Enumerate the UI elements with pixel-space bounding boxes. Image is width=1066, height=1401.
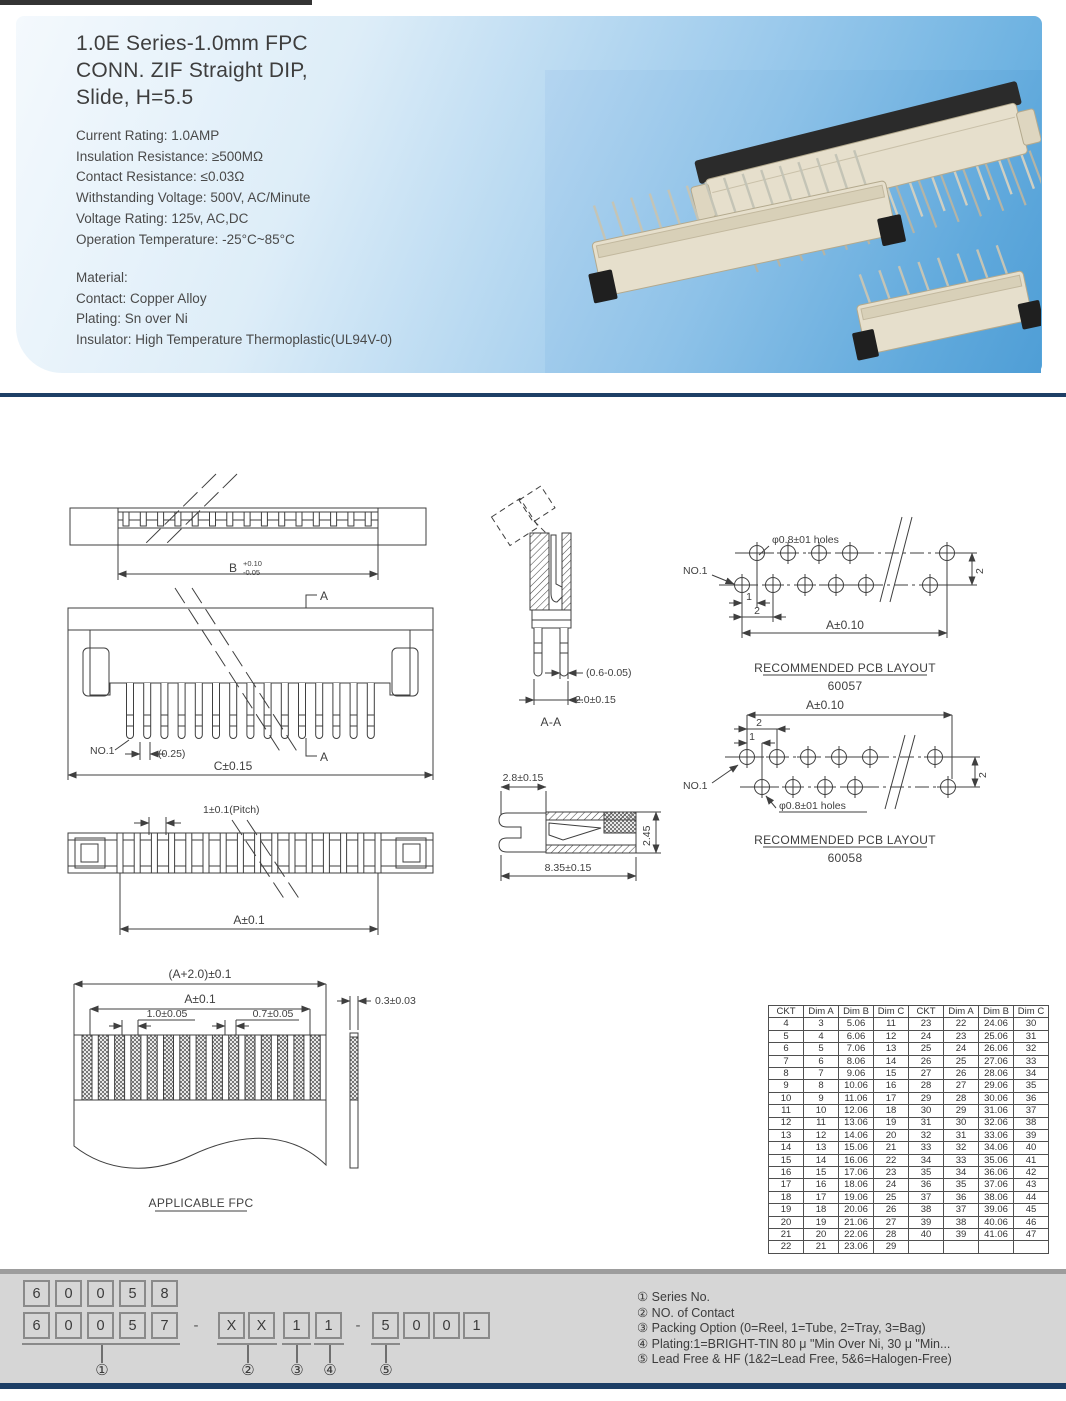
table-cell: 31	[909, 1117, 944, 1129]
pn-digit-box: 1	[283, 1312, 310, 1339]
pcb-caption: RECOMMENDED PCB LAYOUT	[754, 661, 936, 675]
pn-circle-label: ⑤	[379, 1362, 393, 1379]
table-cell: 27	[909, 1067, 944, 1079]
dim-a-label: A±0.10	[806, 698, 844, 712]
table-row	[769, 1216, 1049, 1228]
table-cell: 14.06	[839, 1129, 874, 1141]
title-line: 1.0E Series-1.0mm FPC	[76, 32, 308, 55]
table-cell: 36	[1014, 1092, 1049, 1104]
table-cell: 16	[874, 1080, 909, 1092]
table-cell: 36.06	[979, 1167, 1014, 1179]
table-cell: 24	[944, 1043, 979, 1055]
pcb-caption: RECOMMENDED PCB LAYOUT	[754, 833, 936, 847]
table-cell: 12	[874, 1030, 909, 1042]
dim-a-label: A±0.1	[184, 992, 216, 1006]
holes-label: φ0.8±01 holes	[772, 534, 839, 546]
table-cell: 5.06	[839, 1018, 874, 1030]
table-cell: 14	[874, 1055, 909, 1067]
table-cell: 12.06	[839, 1105, 874, 1117]
pn-digit-box: 1	[315, 1312, 342, 1339]
table-cell: 41.06	[979, 1229, 1014, 1241]
table-cell: 9	[804, 1092, 839, 1104]
dim-2-right-label: 2	[974, 568, 986, 574]
table-cell: 24	[874, 1179, 909, 1191]
table-cell: 27.06	[979, 1055, 1014, 1067]
table-cell: 28	[944, 1092, 979, 1104]
spec-line: Voltage Rating: 125v, AC,DC	[76, 210, 249, 226]
table-cell: 32	[909, 1129, 944, 1141]
front-view-outline	[68, 588, 433, 780]
table-cell: 3	[804, 1018, 839, 1030]
pn-digit-box: 5	[119, 1280, 146, 1307]
spec-line: Current Rating: 1.0AMP	[76, 128, 220, 143]
table-cell: 8.06	[839, 1055, 874, 1067]
table-row	[769, 1191, 1049, 1203]
pn-dash: -	[355, 1317, 361, 1334]
table-cell	[1014, 1241, 1049, 1253]
table-cell: 20	[874, 1129, 909, 1141]
table-row	[769, 1241, 1049, 1253]
table-cell: 37.06	[979, 1179, 1014, 1191]
table-cell: 13	[769, 1129, 804, 1141]
table-cell: 11	[804, 1117, 839, 1129]
table-cell: 21.06	[839, 1216, 874, 1228]
table-cell	[909, 1241, 944, 1253]
dim-a-label: A±0.1	[233, 913, 265, 927]
pn-digit-box: X	[218, 1312, 245, 1339]
table-cell: 31	[944, 1129, 979, 1141]
break-line	[885, 735, 915, 809]
table-cell: 33.06	[979, 1129, 1014, 1141]
table-cell: 38	[944, 1216, 979, 1228]
table-row	[769, 1092, 1049, 1104]
pn-digit-box: 0	[87, 1312, 114, 1339]
table-cell: 24.06	[979, 1018, 1014, 1030]
material-list	[76, 268, 392, 351]
table-cell: 16	[769, 1167, 804, 1179]
table-cell: 30.06	[979, 1092, 1014, 1104]
section-a-bottom-label: A	[320, 750, 329, 764]
no1-label: NO.1	[683, 565, 708, 577]
section-aa-drawing	[478, 483, 648, 745]
table-cell: 40.06	[979, 1216, 1014, 1228]
pn-digit-box: 6	[23, 1312, 50, 1339]
material-line: Contact: Copper Alloy	[76, 290, 207, 306]
spec-line: Insulation Resistance: ≥500MΩ	[76, 148, 264, 164]
table-cell: 30	[944, 1117, 979, 1129]
table-cell: 6	[769, 1043, 804, 1055]
table-cell: 39	[909, 1216, 944, 1228]
table-cell: 31	[1014, 1030, 1049, 1042]
pn-digit-box: 0	[55, 1280, 82, 1307]
spec-line: Contact Resistance: ≤0.03Ω	[76, 169, 245, 185]
table-header-cell: CKT	[909, 1006, 944, 1018]
table-cell: 38.06	[979, 1191, 1014, 1203]
table-cell: 18	[804, 1204, 839, 1216]
table-cell: 17	[769, 1179, 804, 1191]
table-header-cell: CKT	[769, 1006, 804, 1018]
spec-line: Withstanding Voltage: 500V, AC/Minute	[76, 190, 311, 206]
table-cell: 26	[909, 1055, 944, 1067]
table-cell: 25	[909, 1043, 944, 1055]
table-cell: 19	[874, 1117, 909, 1129]
table-cell: 42	[1014, 1167, 1049, 1179]
bottom-view-drawing	[63, 795, 438, 940]
table-cell: 37	[944, 1204, 979, 1216]
dim-1-label: 1	[746, 591, 752, 603]
table-cell: 36	[944, 1191, 979, 1203]
table-cell: 25	[874, 1191, 909, 1203]
pn-digit-box: 8	[151, 1280, 178, 1307]
table-cell: 27	[944, 1080, 979, 1092]
legend-item: ④ Plating:1=BRIGHT-TIN 80 μ "Min Over Ni, 30 μ "Min...	[637, 1336, 951, 1351]
table-cell: 31.06	[979, 1105, 1014, 1117]
table-header-row	[769, 1006, 1049, 1018]
table-cell: 12	[804, 1129, 839, 1141]
dim-a-label: A±0.10	[826, 618, 864, 632]
pcb-layout-60058	[655, 695, 1055, 880]
title-line: Slide, H=5.5	[76, 86, 194, 109]
dim-b-tol-minus: -0.05	[243, 568, 261, 577]
dim-03-label: 0.3±0.03	[375, 995, 416, 1007]
table-cell: 13	[804, 1142, 839, 1154]
page-title	[76, 30, 308, 111]
table-cell: 26	[874, 1204, 909, 1216]
table-cell: 29	[944, 1105, 979, 1117]
table-cell: 34	[909, 1154, 944, 1166]
applicable-fpc-drawing	[55, 960, 480, 1215]
table-cell: 10.06	[839, 1080, 874, 1092]
separator-line-top	[0, 393, 1066, 397]
dim-10-label: 1.0±0.05	[146, 1008, 188, 1020]
table-cell: 18.06	[839, 1179, 874, 1191]
dim-245-label: 2.45	[641, 825, 653, 846]
pn-digit-box: 0	[87, 1280, 114, 1307]
pn-digit-box: 0	[433, 1312, 460, 1339]
table-cell: 39.06	[979, 1204, 1014, 1216]
table-cell: 11	[769, 1105, 804, 1117]
table-cell: 23	[874, 1167, 909, 1179]
table-row	[769, 1067, 1049, 1079]
table-cell: 6.06	[839, 1030, 874, 1042]
pn-digit-box: 7	[151, 1312, 178, 1339]
table-cell: 28	[909, 1080, 944, 1092]
table-cell: 29	[874, 1241, 909, 1253]
table-cell: 23	[909, 1018, 944, 1030]
table-cell: 38	[909, 1204, 944, 1216]
table-cell	[944, 1241, 979, 1253]
pn-digit-box: 0	[55, 1312, 82, 1339]
table-row	[769, 1154, 1049, 1166]
table-cell: 15	[804, 1167, 839, 1179]
table-cell: 19	[804, 1216, 839, 1228]
legend-item: ③ Packing Option (0=Reel, 1=Tube, 2=Tray, 3=Bag)	[637, 1321, 926, 1336]
table-row	[769, 1229, 1049, 1241]
pn-digit-box: 5	[372, 1312, 399, 1339]
table-row	[769, 1043, 1049, 1055]
table-cell: 21	[804, 1241, 839, 1253]
table-cell: 45	[1014, 1204, 1049, 1216]
table-cell: 17	[874, 1092, 909, 1104]
table-cell: 40	[1014, 1142, 1049, 1154]
dim-025-label: (0.25)	[158, 748, 186, 760]
table-cell: 16.06	[839, 1154, 874, 1166]
table-row	[769, 1018, 1049, 1030]
pn-circle-label: ③	[290, 1362, 304, 1379]
spec-line: Operation Temperature: -25°C~85°C	[76, 231, 295, 247]
table-cell: 11.06	[839, 1092, 874, 1104]
table-cell: 12	[769, 1117, 804, 1129]
pitch-label: 1±0.1(Pitch)	[203, 804, 260, 816]
dim-b-tol-plus: +0.10	[243, 559, 262, 568]
table-cell: 13.06	[839, 1117, 874, 1129]
table-cell: 46	[1014, 1216, 1049, 1228]
table-row	[769, 1080, 1049, 1092]
table-header-cell: Dim A	[944, 1006, 979, 1018]
table-cell: 7	[769, 1055, 804, 1067]
table-cell: 32	[1014, 1043, 1049, 1055]
table-cell: 38	[1014, 1117, 1049, 1129]
table-cell	[979, 1241, 1014, 1253]
legend-item: ① Series No.	[637, 1290, 711, 1304]
table-row	[769, 1105, 1049, 1117]
section-aa-outline	[491, 486, 583, 705]
pn-dash: -	[193, 1317, 199, 1334]
pcb-layout-60057	[655, 505, 1055, 700]
table-cell: 27	[874, 1216, 909, 1228]
fpc-lines	[74, 984, 371, 1211]
table-cell: 18	[769, 1191, 804, 1203]
table-cell: 22	[769, 1241, 804, 1253]
table-cell: 19	[769, 1204, 804, 1216]
table-row	[769, 1179, 1049, 1191]
table-row	[769, 1030, 1049, 1042]
table-cell: 28	[874, 1229, 909, 1241]
table-cell: 30	[1014, 1018, 1049, 1030]
table-cell: 35	[1014, 1080, 1049, 1092]
pn-digit-box: 0	[403, 1312, 430, 1339]
table-cell: 37	[1014, 1105, 1049, 1117]
table-cell: 7	[804, 1067, 839, 1079]
section-a-top-label: A	[320, 589, 329, 603]
dim-2-label: 2	[754, 605, 760, 617]
front-view-drawing	[63, 580, 438, 790]
part-number-diagram	[10, 1269, 535, 1383]
table-cell: 15	[769, 1154, 804, 1166]
table-row	[769, 1129, 1049, 1141]
table-cell: 7.06	[839, 1043, 874, 1055]
table-cell: 19.06	[839, 1191, 874, 1203]
legend-item: ⑤ Lead Free & HF (1&2=Lead Free, 5&6=Halogen-Free)	[637, 1352, 952, 1367]
table-cell: 33	[1014, 1055, 1049, 1067]
table-cell: 37	[909, 1191, 944, 1203]
dim-06-label: (0.6-0.05)	[586, 667, 632, 679]
product-photo	[545, 70, 1041, 373]
table-cell: 39	[1014, 1129, 1049, 1141]
table-cell: 43	[1014, 1179, 1049, 1191]
holes-label: φ0.8±01 holes	[779, 800, 846, 812]
table-header-cell: Dim B	[839, 1006, 874, 1018]
pcb-code: 60057	[827, 679, 863, 693]
table-cell: 8	[769, 1067, 804, 1079]
dim-2-right-label: 2	[977, 772, 989, 778]
table-cell: 41	[1014, 1154, 1049, 1166]
table-row	[769, 1142, 1049, 1154]
section-caption: A-A	[540, 715, 562, 729]
table-cell: 32.06	[979, 1117, 1014, 1129]
table-cell: 22.06	[839, 1229, 874, 1241]
scan-artifact-bar	[0, 0, 312, 5]
table-header-cell: Dim B	[979, 1006, 1014, 1018]
table-cell: 47	[1014, 1229, 1049, 1241]
table-row	[769, 1204, 1049, 1216]
dim-2-label: 2	[756, 717, 762, 729]
pn-circle-label: ①	[95, 1362, 109, 1379]
table-cell: 13	[874, 1043, 909, 1055]
hole-symbols	[736, 746, 959, 798]
table-cell: 35	[909, 1167, 944, 1179]
table-cell: 15	[874, 1067, 909, 1079]
table-cell: 17	[804, 1191, 839, 1203]
table-cell: 30	[909, 1105, 944, 1117]
dim-07-label: 0.7±0.05	[252, 1008, 294, 1020]
table-row	[769, 1167, 1049, 1179]
spec-list	[76, 126, 310, 250]
table-cell: 4	[769, 1018, 804, 1030]
table-cell: 26	[944, 1067, 979, 1079]
table-cell: 20.06	[839, 1204, 874, 1216]
table-cell: 24	[909, 1030, 944, 1042]
table-cell: 36	[909, 1179, 944, 1191]
table-cell: 25	[944, 1055, 979, 1067]
connector-photo-illustration	[545, 70, 1041, 373]
table-cell: 14	[769, 1142, 804, 1154]
table-cell: 5	[804, 1043, 839, 1055]
no1-label: NO.1	[683, 780, 708, 792]
table-cell: 23.06	[839, 1241, 874, 1253]
table-cell: 20	[769, 1216, 804, 1228]
table-cell: 10	[804, 1105, 839, 1117]
table-cell: 10	[769, 1092, 804, 1104]
table-cell: 34	[1014, 1067, 1049, 1079]
table-cell: 20	[804, 1229, 839, 1241]
table-cell: 15.06	[839, 1142, 874, 1154]
table-header-cell: Dim C	[874, 1006, 909, 1018]
fpc-caption: APPLICABLE FPC	[148, 1196, 254, 1210]
table-cell: 33	[909, 1142, 944, 1154]
pn-circle-label: ④	[323, 1362, 337, 1379]
table-header-cell: Dim A	[804, 1006, 839, 1018]
table-cell: 9.06	[839, 1067, 874, 1079]
dim-c-label: C±0.15	[213, 759, 253, 773]
table-cell: 29.06	[979, 1080, 1014, 1092]
pn-digit-box: X	[248, 1312, 275, 1339]
table-cell: 39	[944, 1229, 979, 1241]
table-cell: 17.06	[839, 1167, 874, 1179]
dim-1-label: 1	[749, 731, 755, 743]
table-cell: 22	[944, 1018, 979, 1030]
title-line: CONN. ZIF Straight DIP,	[76, 59, 308, 82]
table-row	[769, 1055, 1049, 1067]
table-cell: 9	[769, 1080, 804, 1092]
table-row	[769, 1117, 1049, 1129]
table-cell: 14	[804, 1154, 839, 1166]
table-cell: 44	[1014, 1191, 1049, 1203]
dim-20-label: 2.0±0.15	[575, 694, 616, 706]
break-line	[880, 517, 912, 602]
dim-b-label: B	[229, 561, 238, 575]
dim-835-label: 8.35±0.15	[544, 862, 592, 874]
dim-table	[768, 1005, 1049, 1254]
table-header-cell: Dim C	[1014, 1006, 1049, 1018]
table-cell: 29	[909, 1092, 944, 1104]
table-cell: 33	[944, 1154, 979, 1166]
table-cell: 35.06	[979, 1154, 1014, 1166]
table-cell: 6	[804, 1055, 839, 1067]
connector-small	[840, 239, 1041, 365]
pn-digit-box: 5	[119, 1312, 146, 1339]
table-cell: 35	[944, 1179, 979, 1191]
dim-28-label: 2.8±0.15	[502, 772, 544, 784]
table-cell: 21	[769, 1229, 804, 1241]
table-cell: 23	[944, 1030, 979, 1042]
table-cell: 22	[874, 1154, 909, 1166]
table-cell: 25.06	[979, 1030, 1014, 1042]
break-line	[143, 474, 237, 546]
legend-list	[637, 1290, 952, 1368]
no1-label: NO.1	[90, 745, 115, 757]
table-cell: 26.06	[979, 1043, 1014, 1055]
material-line: Material:	[76, 270, 128, 285]
table-cell: 21	[874, 1142, 909, 1154]
material-line: Insulator: High Temperature Thermoplastic(UL94V-0)	[76, 332, 393, 348]
table-cell: 40	[909, 1229, 944, 1241]
table-cell: 18	[874, 1105, 909, 1117]
material-line: Plating: Sn over Ni	[76, 311, 188, 327]
pn-digit-box: 1	[463, 1312, 490, 1339]
table-cell: 28.06	[979, 1067, 1014, 1079]
pcb-code: 60058	[827, 851, 863, 865]
table-cell: 16	[804, 1179, 839, 1191]
table-cell: 4	[804, 1030, 839, 1042]
pn-circle-label: ②	[241, 1362, 255, 1379]
legend-item: ② NO. of Contact	[637, 1305, 735, 1320]
table-cell: 32	[944, 1142, 979, 1154]
separator-line-bottom	[0, 1383, 1066, 1389]
table-cell: 5	[769, 1030, 804, 1042]
dim-a20-label: (A+2.0)±0.1	[168, 967, 232, 981]
pn-digit-box: 6	[23, 1280, 50, 1307]
table-cell: 8	[804, 1080, 839, 1092]
table-cell: 34.06	[979, 1142, 1014, 1154]
table-cell: 11	[874, 1018, 909, 1030]
table-cell: 34	[944, 1167, 979, 1179]
